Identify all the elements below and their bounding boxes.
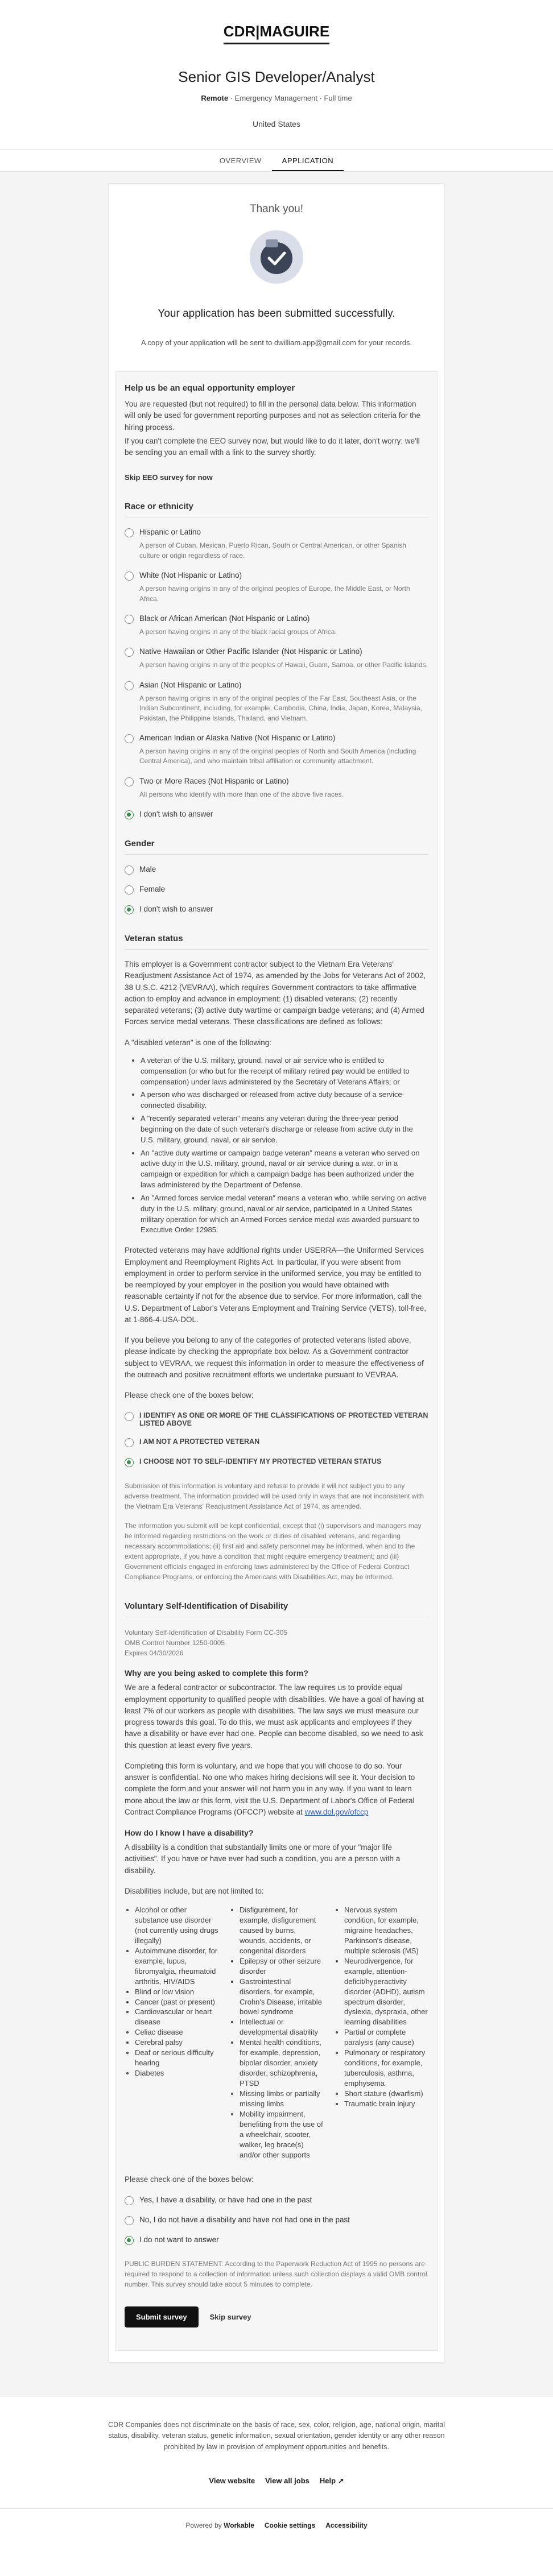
- radio-option[interactable]: [125, 777, 428, 786]
- view-all-jobs-link[interactable]: View all jobs: [265, 2476, 309, 2485]
- disability-options: [125, 2196, 428, 2245]
- list-item: • Epilepsy or other seizure disorder: [240, 1956, 324, 1977]
- radio-label: Yes, I have a disability, or have had one in the past: [139, 2195, 312, 2204]
- radio-label: Black or African American (Not Hispanic or Latino): [139, 614, 310, 623]
- radio-option[interactable]: [125, 2235, 428, 2245]
- submitted-message: Your application has been submitted successfully.: [158, 308, 395, 320]
- job-title: Senior GIS Developer/Analyst: [178, 68, 375, 85]
- radio-label: Two or More Races (Not Hispanic or Latino): [139, 776, 289, 785]
- radio-option[interactable]: [125, 614, 428, 624]
- radio-description: A person having origins in any of the original peoples of North and South America (including Central America), and who maintain tribal affiliation or community attachment.: [139, 747, 416, 765]
- gender-section-title: Gender: [125, 839, 428, 855]
- radio-icon[interactable]: [125, 1438, 134, 1447]
- list-item: • Disfigurement, for example, disfigurement caused by burns, wounds, accidents, or congenital disorders: [240, 1905, 324, 1956]
- radio-label: I CHOOSE NOT TO SELF-IDENTIFY MY PROTECTED VETERAN STATUS: [139, 1457, 382, 1466]
- radio-description: A person having origins in any of the original peoples of Europe, the Middle East, or North Africa.: [139, 585, 410, 603]
- radio-option[interactable]: [125, 905, 428, 914]
- list-item: • An "active duty wartime or campaign badge veteran" means a veteran who served on active duty in the U.S. military, ground, naval or air service during a war, or in a campaign or expedition for which a campaign badge has been authorized under the laws administered by the Department of Defense.: [141, 1148, 428, 1191]
- list-item: • Traumatic brain injury: [344, 2099, 428, 2109]
- workable-logo[interactable]: Workable: [224, 2521, 254, 2529]
- survey-intro: You are requested (but not required) to fill in the personal data below. This information will only be used for government reporting purposes and not as selection criteria for the hiring process.: [125, 400, 421, 432]
- powered-by-label: Powered by: [185, 2521, 222, 2529]
- radio-icon[interactable]: [125, 885, 134, 894]
- form-expiry: Expires 04/30/2026: [125, 1649, 184, 1658]
- list-item: • A "recently separated veteran" means any veteran during the three-year period beginning on the date of such veteran's discharge or release from active duty in the U.S. military, ground, naval, or air service.: [141, 1113, 428, 1146]
- list-item: • Diabetes: [135, 2068, 219, 2078]
- job-meta: [0, 94, 553, 102]
- list-item: • Autoimmune disorder, for example, lupus, fibromyalgia, rheumatoid arthritis, HIV/AIDS: [135, 1946, 219, 1987]
- radio-checked-icon[interactable]: [125, 1458, 134, 1467]
- why-text: Completing this form is voluntary, and we hope that you will choose to do so. Your answer is confidential. No one who makes hiring decisions will see it. Your decision to complete the form and your answer will not harm you in any way. If you want to learn more about the law or this form, visit the U.S. Department of Labor's Office of Federal Contract Compliance Programs (OFCCP) website at: [125, 1761, 415, 1816]
- veteran-section-title: Veteran status: [125, 934, 428, 950]
- radio-checked-icon[interactable]: [125, 2236, 134, 2245]
- radio-label: Hispanic or Latino: [139, 528, 201, 537]
- disability-column: [344, 1905, 428, 2160]
- thank-you-section: [109, 184, 444, 349]
- help-link[interactable]: [320, 2476, 344, 2486]
- radio-option[interactable]: [125, 1457, 428, 1467]
- list-item: • Pulmonary or respiratory conditions, for example, tuberculosis, asthma, emphysema: [344, 2048, 428, 2089]
- radio-label: I don't wish to answer: [139, 905, 213, 914]
- radio-description: A person having origins in any of the black racial groups of Africa.: [139, 627, 337, 636]
- veteran-paragraph: If you believe you belong to any of the categories of protected veterans listed above, please indicate by checking the appropriate box below. As a Government contractor subject to VEVRAA, we request this information in order to measure the effectiveness of the outreach and positive recruitment efforts we undertake pursuant to VEVRAA.: [125, 1336, 424, 1379]
- list-item: • Partial or complete paralysis (any cause): [344, 2027, 428, 2048]
- veteran-paragraph: Protected veterans may have additional rights under USERRA—the Uniformed Services Employment and Reemployment Rights Act. In particular, if you were absent from employment in order to perform service in the uniformed service, you may be entitled to be reemployed by your employer in the position you would have obtained with reasonable certainty if not for the absence due to service. For more information, call the U.S. Department of Labor's Veterans Employment and Training Service (VETS), toll-free, at 1-866-4-USA-DOL.: [125, 1246, 427, 1324]
- tab-application[interactable]: APPLICATION: [272, 150, 344, 171]
- radio-option[interactable]: [125, 681, 428, 690]
- radio-description: A person having origins in any of the original peoples of the Far East, Southeast Asia, or the Indian Subcontinent, including, for example, Cambodia, China, India, Japan, Korea, Malaysia, Pakistan, the Philippine Islands, Thailand, and Vietnam.: [139, 694, 422, 722]
- help-link-label: Help: [319, 2476, 336, 2485]
- list-item: • A person who was discharged or released from active duty because of a service-connected disability.: [141, 1090, 428, 1111]
- submit-survey-button[interactable]: Submit survey: [125, 2306, 199, 2327]
- job-workplace: Remote: [201, 94, 229, 102]
- radio-option[interactable]: [125, 885, 428, 894]
- list-item: • Intellectual or developmental disability: [240, 2017, 324, 2037]
- skip-eeo-link[interactable]: Skip EEO survey for now: [125, 473, 213, 482]
- list-item: • Alcohol or other substance use disorder (not currently using drugs illegally): [135, 1905, 219, 1946]
- veteran-note: The information you submit will be kept confidential, except that (i) supervisors and managers may be informed regarding restrictions on the work or duties of disabled veterans, and regarding necessary accommodations; (ii) first aid and safety personnel may be informed, when and to the extent appropriate, if you have a condition that might require emergency treatment; and (iii) Government officials engaged in enforcing laws administered by the Office of Federal Contract Compliance Programs, or enforcing the Americans with Disabilities Act, may be informed.: [125, 1522, 422, 1581]
- survey-heading: Help us be an equal opportunity employer: [125, 383, 295, 394]
- burden-statement: PUBLIC BURDEN STATEMENT: According to the Paperwork Reduction Act of 1995 no persons are required to respond to a collection of information unless such collection displays a valid OMB control number. This survey should take about 5 minutes to complete.: [125, 2259, 427, 2288]
- radio-icon[interactable]: [125, 865, 134, 875]
- card-bottom-spacer: [109, 2351, 444, 2362]
- success-check-icon: [249, 229, 304, 285]
- radio-icon[interactable]: [125, 648, 134, 657]
- disability-column: [135, 1905, 219, 2160]
- radio-label: Native Hawaiian or Other Pacific Islander (Not Hispanic or Latino): [139, 647, 362, 656]
- gender-options: [125, 865, 428, 914]
- copy-note: A copy of your application will be sent to dwilliam.app@gmail.com for your records.: [141, 338, 412, 347]
- eeo-disclaimer: CDR Companies does not discriminate on the basis of race, sex, color, religion, age, national origin, marital status, disability, veteran status, genetic information, sexual orientation, gender identity or any other reason prohibited by law in provision of employment opportunities and benefits.: [108, 2420, 445, 2451]
- race-options: [125, 528, 428, 819]
- radio-option[interactable]: [125, 1411, 428, 1427]
- radio-label: I IDENTIFY AS ONE OR MORE OF THE CLASSIFICATIONS OF PROTECTED VETERAN LISTED ABOVE: [139, 1411, 428, 1428]
- job-header: [0, 0, 553, 149]
- radio-icon[interactable]: [125, 615, 134, 624]
- radio-label: Asian (Not Hispanic or Latino): [139, 680, 242, 689]
- list-item: • Blind or low vision: [135, 1987, 219, 1997]
- page-footer: [0, 2397, 553, 2542]
- why-paragraph-2: [125, 1761, 428, 1818]
- list-item: • Nervous system condition, for example, migraine headaches, Parkinson's disease, multiple sclerosis (MS): [344, 1905, 428, 1956]
- cookie-settings-link[interactable]: Cookie settings: [264, 2521, 316, 2529]
- radio-icon[interactable]: [125, 734, 134, 743]
- external-link-icon: ↗: [337, 2476, 344, 2485]
- veteran-definitions: [141, 1055, 428, 1236]
- list-item: • Cardiovascular or heart disease: [135, 2007, 219, 2027]
- list-item: • Gastrointestinal disorders, for example, Crohn's Disease, irritable bowel syndrome: [240, 1977, 324, 2018]
- job-tabs: [0, 149, 553, 172]
- radio-label: I don't wish to answer: [139, 810, 213, 819]
- list-item: • An "Armed forces service medal veteran" means a veteran who, while serving on active duty in the U.S. military, ground, naval or air service, participated in a United States military operation for which an Armed Forces service medal was awarded pursuant to Executive Order 12985.: [141, 1193, 428, 1236]
- company-logo[interactable]: CDR|MAGUIRE: [224, 23, 329, 44]
- radio-option[interactable]: [125, 2196, 428, 2205]
- application-card: [109, 183, 444, 2363]
- disabilities-intro: Disabilities include, but are not limited to:: [125, 1886, 264, 1895]
- radio-option[interactable]: [125, 810, 428, 819]
- radio-option[interactable]: [125, 1438, 428, 1447]
- why-title: Why are you being asked to complete this form?: [125, 1668, 308, 1678]
- how-paragraph: A disability is a condition that substantially limits one or more of your "major life activities". If you have or have ever had such a condition, you are a person with a disability.: [125, 1843, 401, 1875]
- list-item: • Missing limbs or partially missing limbs: [240, 2089, 324, 2109]
- radio-icon[interactable]: [125, 2196, 134, 2205]
- radio-icon[interactable]: [125, 777, 134, 786]
- radio-option[interactable]: [125, 734, 428, 743]
- form-number: Voluntary Self-Identification of Disability Form CC-305: [125, 1629, 288, 1637]
- radio-icon[interactable]: [125, 681, 134, 690]
- disability-section-title: Voluntary Self-Identification of Disability: [125, 1601, 428, 1617]
- thank-you-title: Thank you!: [250, 203, 303, 215]
- disability-column: [240, 1905, 324, 2160]
- radio-option[interactable]: [125, 528, 428, 537]
- veteran-options: [125, 1411, 428, 1467]
- radio-label: I do not want to answer: [139, 2235, 219, 2244]
- ofccp-link[interactable]: www.dol.gov/ofccp: [304, 1807, 369, 1816]
- radio-label: Female: [139, 885, 166, 894]
- veteran-check-prompt: Please check one of the boxes below:: [125, 1391, 254, 1400]
- tab-overview[interactable]: OVERVIEW: [219, 156, 262, 165]
- radio-icon[interactable]: [125, 1412, 134, 1421]
- why-paragraph: We are a federal contractor or subcontractor. The law requires us to provide equal employment opportunity to qualified people with disabilities. We have a goal of having at least 7% of our workers as people with disabilities. The law says we must measure our progress towards this goal. To do this, we must ask applicants and employees if they have a disability or have ever had one. People can become disabled, so we need to ask this question at least every five years.: [125, 1683, 424, 1750]
- radio-description: A person having origins in any of the peoples of Hawaii, Guam, Samoa, or other Pacific Islands.: [139, 661, 428, 669]
- radio-option[interactable]: [125, 571, 428, 581]
- veteran-paragraph: A "disabled veteran" is one of the following:: [125, 1038, 271, 1047]
- powered-by: [185, 2521, 254, 2529]
- radio-option[interactable]: [125, 865, 428, 875]
- disability-list: [125, 1905, 428, 2160]
- veteran-paragraph: This employer is a Government contractor subject to the Vietnam Era Veterans' Readjustment Assistance Act of 1974, as amended by the Jobs for Veterans Act of 2002, 38 U.S.C. 4212 (VEVRAA), which requires Government contractors to take affirmative action to employ and advance in employment: (1) disabled veterans; (2) recently separated veterans; (3) active duty wartime or campaign badge veterans; and (4) Armed Forces service medal veterans. These classifications are defined as follows:: [125, 960, 426, 1026]
- job-department-type: · Emergency Management · Full time: [228, 94, 352, 102]
- list-item: • Short stature (dwarfism): [344, 2089, 428, 2099]
- list-item: • Mobility impairment, benefiting from the use of a wheelchair, scooter, walker, leg brace(s) and/or other supports: [240, 2109, 324, 2160]
- list-item: • Mental health conditions, for example, depression, bipolar disorder, anxiety disorder, schizophrenia, PTSD: [240, 2037, 324, 2089]
- omb-number: OMB Control Number 1250-0005: [125, 1639, 225, 1647]
- veteran-note: Submission of this information is voluntary and refusal to provide it will not subject you to any adverse treatment. The information provided will be used only in ways that are not inconsistent with the Vietnam Era Veterans' Readjustment Assistance Act of 1974, as amended.: [125, 1482, 424, 1511]
- radio-label: White (Not Hispanic or Latino): [139, 571, 242, 580]
- race-section-title: Race or ethnicity: [125, 502, 428, 517]
- list-item: • Neurodivergence, for example, attention-deficit/hyperactivity disorder (ADHD), autism spectrum disorder, dyslexia, dyspraxia, other learning disabilities: [344, 1956, 428, 2028]
- radio-icon[interactable]: [125, 528, 134, 537]
- radio-option[interactable]: [125, 2215, 428, 2225]
- footer-links: [0, 2476, 553, 2486]
- radio-label: Male: [139, 865, 156, 874]
- radio-label: American Indian or Alaska Native (Not Hispanic or Latino): [139, 733, 336, 742]
- survey-intro-later: If you can't complete the EEO survey now, but would like to do it later, don't worry: we'll be sending you an email with a link to the survey shortly.: [125, 436, 420, 457]
- job-location: United States: [252, 119, 301, 129]
- list-item: • A veteran of the U.S. military, ground, naval or air service who is entitled to compensation (or who but for the receipt of military retired pay would be entitled to compensation) under laws administered by the Secretary of Veterans Affairs; or: [141, 1055, 428, 1088]
- skip-survey-button[interactable]: Skip survey: [209, 2312, 251, 2321]
- radio-label: No, I do not have a disability and have not had one in the past: [139, 2215, 350, 2224]
- survey-actions: [125, 2306, 428, 2327]
- radio-icon[interactable]: [125, 2216, 134, 2225]
- radio-description: A person of Cuban, Mexican, Puerto Rican, South or Central American, or other Spanish culture or origin regardless of race.: [139, 541, 406, 560]
- list-item: • Cancer (past or present): [135, 1997, 219, 2007]
- list-item: • Celiac disease: [135, 2027, 219, 2037]
- list-item: • Cerebral palsy: [135, 2037, 219, 2048]
- accessibility-link[interactable]: Accessibility: [325, 2521, 368, 2529]
- main-content: [0, 172, 553, 2397]
- radio-description: All persons who identify with more than one of the above five races.: [139, 790, 344, 798]
- eeo-survey: [115, 371, 438, 2351]
- radio-option[interactable]: [125, 647, 428, 657]
- powered-bar: [0, 2508, 553, 2542]
- radio-label: I AM NOT A PROTECTED VETERAN: [139, 1438, 260, 1446]
- radio-checked-icon[interactable]: [125, 905, 134, 914]
- radio-icon[interactable]: [125, 571, 134, 581]
- radio-checked-icon[interactable]: [125, 810, 134, 819]
- how-title: How do I know I have a disability?: [125, 1828, 254, 1838]
- list-item: • Deaf or serious difficulty hearing: [135, 2048, 219, 2068]
- view-website-link[interactable]: View website: [209, 2476, 255, 2485]
- disability-check-prompt: Please check one of the boxes below:: [125, 2175, 254, 2184]
